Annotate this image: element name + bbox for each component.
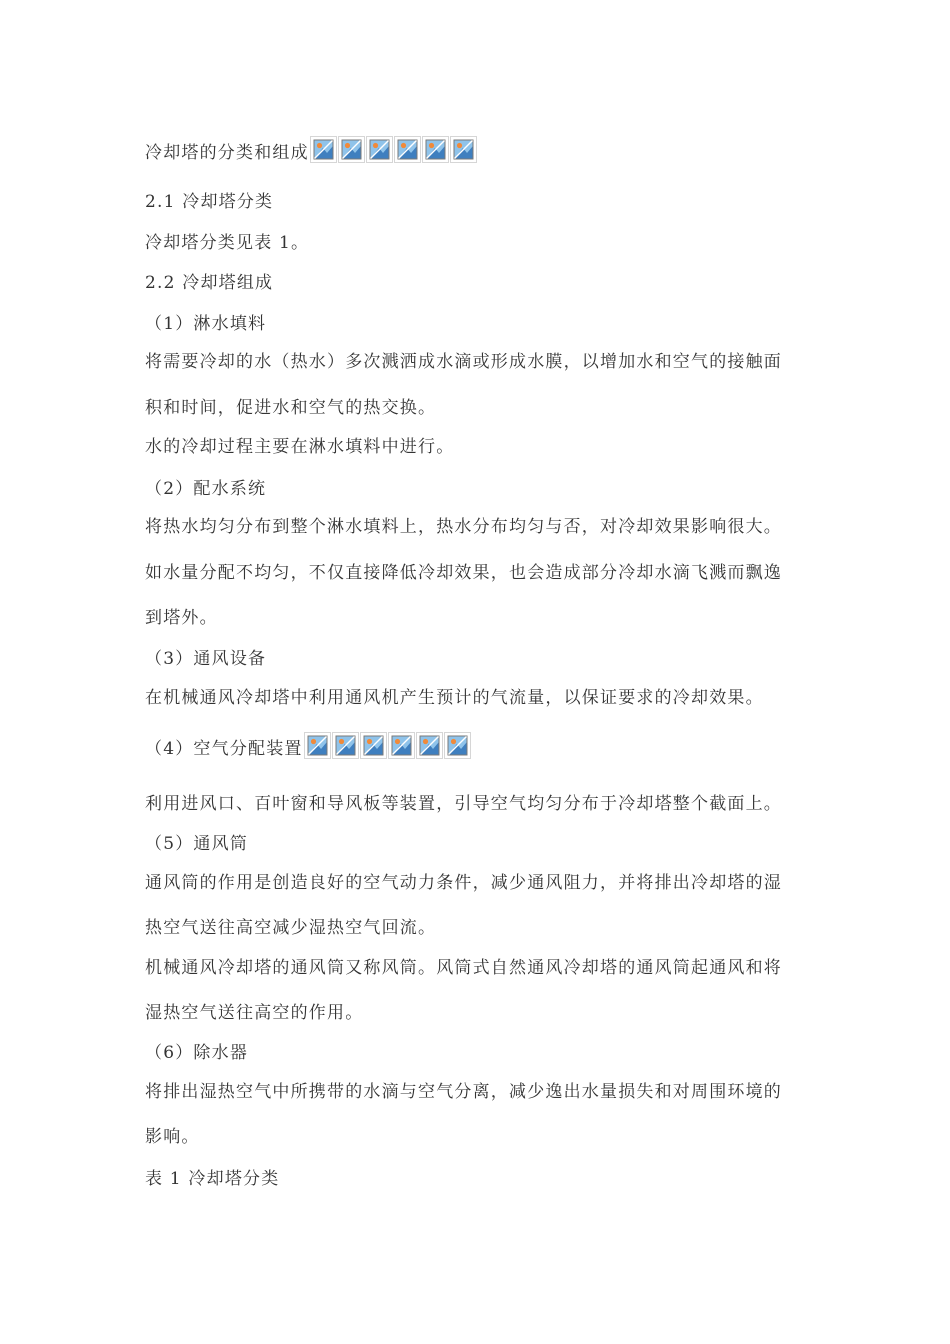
item-heading-4: （4）空气分配装置 <box>145 739 303 759</box>
broken-image-icon <box>304 732 331 759</box>
item-1-paragraph-line: 积和时间，促进水和空气的热交换。 <box>145 398 437 418</box>
document-title: 冷却塔的分类和组成 <box>145 143 309 163</box>
item-2-paragraph-line: 将热水均匀分布到整个淋水填料上，热水分布均匀与否，对冷却效果影响很大。 <box>145 517 782 537</box>
item-1-paragraph-line: 将需要冷却的水（热水）多次溅洒成水滴或形成水膜，以增加水和空气的接触面 <box>145 352 782 372</box>
broken-image-icon <box>310 136 337 163</box>
item-heading-1: （1）淋水填料 <box>145 314 267 334</box>
item-5-paragraph-line: 热空气送往高空减少湿热空气回流。 <box>145 918 437 938</box>
broken-image-icon <box>360 732 387 759</box>
broken-image-icon <box>416 732 443 759</box>
item-heading-2: （2）配水系统 <box>145 479 267 499</box>
item-4-paragraph-line: 利用进风口、百叶窗和导风板等装置，引导空气均匀分布于冷却塔整个截面上。 <box>145 794 782 814</box>
broken-image-icon <box>332 732 359 759</box>
broken-image-icon <box>422 136 449 163</box>
broken-image-icon <box>450 136 477 163</box>
item-5-paragraph-line: 机械通风冷却塔的通风筒又称风筒。风筒式自然通风冷却塔的通风筒起通风和将 <box>145 958 782 978</box>
section-2-1-text: 冷却塔分类见表 1。 <box>145 233 310 253</box>
item-2-paragraph-line: 到塔外。 <box>145 608 218 628</box>
item-heading-3: （3）通风设备 <box>145 649 267 669</box>
broken-image-icon <box>394 136 421 163</box>
item-6-paragraph-line: 将排出湿热空气中所携带的水滴与空气分离，减少逸出水量损失和对周围环境的 <box>145 1082 782 1102</box>
broken-image-icon <box>366 136 393 163</box>
item-heading-4-row <box>145 732 472 759</box>
section-heading-2-1: 2.1 冷却塔分类 <box>145 192 274 212</box>
section-heading-2-2: 2.2 冷却塔组成 <box>145 273 274 293</box>
broken-image-icon <box>444 732 471 759</box>
document-title-row <box>145 136 478 163</box>
title-image-placeholders <box>310 136 478 163</box>
table-caption: 表 1 冷却塔分类 <box>145 1169 280 1189</box>
item-5-paragraph-line: 通风筒的作用是创造良好的空气动力条件，减少通风阻力，并将排出冷却塔的湿 <box>145 873 782 893</box>
item-3-paragraph-line: 在机械通风冷却塔中利用通风机产生预计的气流量，以保证要求的冷却效果。 <box>145 688 764 708</box>
broken-image-icon <box>338 136 365 163</box>
item-1-paragraph-line: 水的冷却过程主要在淋水填料中进行。 <box>145 437 455 457</box>
item-5-paragraph-line: 湿热空气送往高空的作用。 <box>145 1003 364 1023</box>
item-4-image-placeholders <box>304 732 472 759</box>
item-2-paragraph-line: 如水量分配不均匀，不仅直接降低冷却效果，也会造成部分冷却水滴飞溅而飘逸 <box>145 563 782 583</box>
item-6-paragraph-line: 影响。 <box>145 1127 200 1147</box>
item-heading-5: （5）通风筒 <box>145 834 249 854</box>
item-heading-6: （6）除水器 <box>145 1043 249 1063</box>
broken-image-icon <box>388 732 415 759</box>
